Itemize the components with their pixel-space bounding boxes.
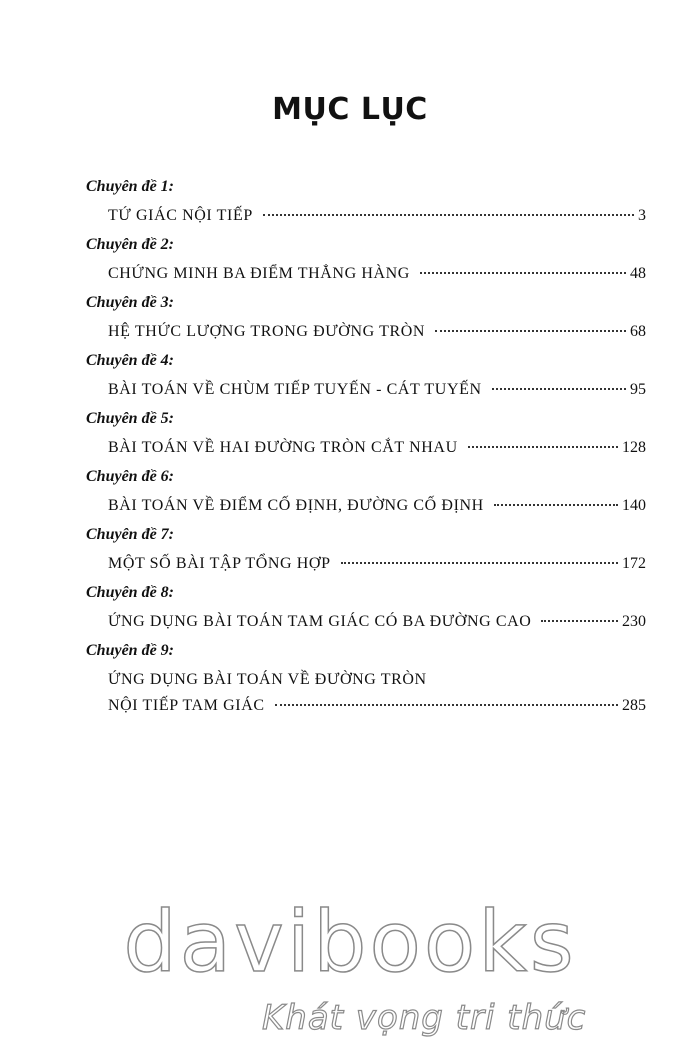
page-number: 95 (630, 381, 646, 398)
chapter-title: ỨNG DỤNG BÀI TOÁN TAM GIÁC CÓ BA ĐƯỜNG CAO (108, 613, 532, 630)
dot-leader (275, 704, 618, 706)
page-number: 68 (630, 323, 646, 340)
dot-leader (263, 214, 634, 216)
page-number: 140 (622, 497, 646, 514)
chapter-title-line1: ỨNG DỤNG BÀI TOÁN VỀ ĐƯỜNG TRÒN (108, 671, 427, 688)
table-of-contents (86, 178, 646, 726)
chapter-title: BÀI TOÁN VỀ CHÙM TIẾP TUYẾN - CÁT TUYẾN (108, 381, 482, 398)
page-number: 285 (622, 697, 646, 714)
chapter-label: Chuyên đề 5: (86, 410, 174, 427)
chapter-title-row[interactable] (86, 554, 646, 584)
chapter-title: HỆ THỨC LƯỢNG TRONG ĐƯỜNG TRÒN (108, 323, 426, 340)
toc-entry-7 (86, 526, 646, 584)
chapter-label: Chuyên đề 4: (86, 352, 174, 369)
chapter-title-row[interactable] (86, 696, 646, 726)
watermark (0, 893, 700, 1038)
page-number: 48 (630, 265, 646, 282)
chapter-title: MỘT SỐ BÀI TẬP TỔNG HỢP (108, 555, 331, 572)
chapter-title: NỘI TIẾP TAM GIÁC (108, 697, 265, 714)
chapter-title-row[interactable] (86, 264, 646, 294)
chapter-title-row[interactable] (86, 206, 646, 236)
page-number: 128 (622, 439, 646, 456)
page-number: 230 (622, 613, 646, 630)
chapter-label: Chuyên đề 6: (86, 468, 174, 485)
toc-entry-6 (86, 468, 646, 526)
dot-leader (492, 388, 626, 390)
dot-leader (341, 562, 618, 564)
toc-entry-2 (86, 236, 646, 294)
chapter-label: Chuyên đề 7: (86, 526, 174, 543)
chapter-title-row[interactable] (86, 380, 646, 410)
chapter-label: Chuyên đề 9: (86, 642, 174, 659)
chapter-title-row[interactable] (86, 438, 646, 468)
toc-entry-3 (86, 294, 646, 352)
toc-entry-5 (86, 410, 646, 468)
page-title: MỤC LỤC (272, 92, 428, 127)
toc-entry-9 (86, 642, 646, 726)
dot-leader (541, 620, 618, 622)
chapter-title: TỨ GIÁC NỘI TIẾP (108, 207, 253, 224)
chapter-title-row[interactable] (86, 496, 646, 526)
chapter-title: BÀI TOÁN VỀ ĐIỂM CỐ ĐỊNH, ĐƯỜNG CỐ ĐỊNH (108, 497, 484, 514)
page-number: 172 (622, 555, 646, 572)
chapter-label: Chuyên đề 8: (86, 584, 174, 601)
chapter-label: Chuyên đề 1: (86, 178, 174, 195)
chapter-title-row[interactable] (86, 322, 646, 352)
chapter-title: BÀI TOÁN VỀ HAI ĐƯỜNG TRÒN CẮT NHAU (108, 439, 458, 456)
page-number: 3 (638, 207, 646, 224)
chapter-title-row[interactable] (86, 612, 646, 642)
chapter-title: CHỨNG MINH BA ĐIỂM THẲNG HÀNG (108, 265, 410, 282)
toc-entry-8 (86, 584, 646, 642)
dot-leader (420, 272, 626, 274)
chapter-label: Chuyên đề 3: (86, 294, 174, 311)
toc-entry-1 (86, 178, 646, 236)
chapter-label: Chuyên đề 2: (86, 236, 174, 253)
watermark-brand: davibooks (123, 893, 577, 991)
dot-leader (468, 446, 618, 448)
toc-entry-4 (86, 352, 646, 410)
dot-leader (494, 504, 618, 506)
watermark-tagline: Khát vọng tri thức (262, 998, 587, 1038)
dot-leader (435, 330, 626, 332)
